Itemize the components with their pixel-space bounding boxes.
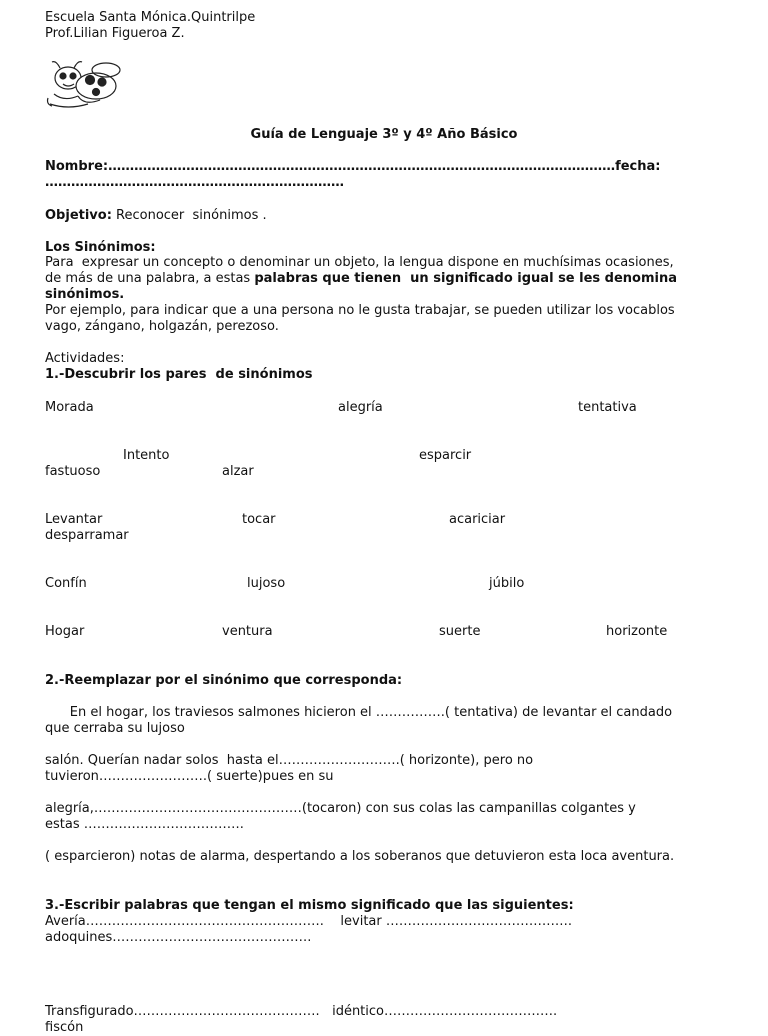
intro-line-5: vago, zángano, holgazán, perezoso. (45, 319, 279, 334)
word-item: desparramar (45, 528, 129, 543)
objective-text: Reconocer sinónimos . (111, 208, 267, 223)
name-line-continuation: …………………………………………………………… (45, 175, 344, 190)
objective-label: Objetivo: (45, 208, 112, 223)
word-item: lujoso (247, 576, 286, 591)
word-item: suerte (439, 624, 481, 639)
activity-2-line: ( esparcieron) notas de alarma, despertando a los soberanos que detuvieron esta loca aventura. (45, 849, 675, 864)
activities-label: Actividades: (45, 351, 125, 366)
word-item: alzar (222, 464, 254, 479)
synonyms-heading: Los Sinónimos: (45, 240, 156, 255)
activity-2-line: que cerraba su lujoso (45, 721, 185, 736)
teacher-name: Prof.Lilian Figueroa Z. (45, 26, 185, 41)
objective-line (45, 208, 267, 224)
word-item: acariciar (449, 512, 506, 527)
activity-2-line: salón. Querían nadar solos hasta el……………………….( horizonte), pero no (45, 753, 534, 768)
intro-line-3: sinónimos. (45, 287, 125, 302)
activity-3-line: fiscón (45, 1020, 84, 1035)
activity-2-line: tuvieron…………………….( suerte)pues en su (45, 769, 334, 784)
activity-2-line: estas ………………………………. (45, 817, 244, 832)
intro-line-2-bold: palabras que tienen un significado igual se les denomina (254, 271, 678, 286)
intro-line-2-text: de más de una palabra, a estas (45, 271, 255, 286)
activity-2-title: 2.-Reemplazar por el sinónimo que corresponda: (45, 673, 403, 688)
word-item: alegría (338, 400, 383, 415)
bee-illustration (44, 58, 126, 112)
word-item: fastuoso (45, 464, 101, 479)
word-item: Intento (123, 448, 170, 463)
word-item: Confín (45, 576, 87, 591)
word-item: Hogar (45, 624, 85, 639)
activity-3-line: adoquines………………………………………. (45, 930, 312, 945)
word-item: Morada (45, 400, 94, 415)
word-item: tocar (242, 512, 276, 527)
intro-line-2 (45, 271, 677, 287)
activity-1-title: 1.-Descubrir los pares de sinónimos (45, 367, 313, 382)
word-item: esparcir (419, 448, 472, 463)
activity-3-line: Avería………………………………………………. levitar ……………………………………. (45, 914, 572, 929)
school-name: Escuela Santa Mónica.Quintrilpe (45, 10, 256, 25)
word-item: júbilo (489, 576, 525, 591)
intro-line-1: Para expresar un concepto o denominar un objeto, la lengua dispone en muchísimas ocasiones, (45, 255, 674, 270)
word-item: Levantar (45, 512, 103, 527)
activity-2-line: alegría,…………………………………………(tocaron) con sus colas las campanillas colgantes y (45, 801, 636, 816)
intro-line-4: Por ejemplo, para indicar que a una persona no le gusta trabajar, se pueden utilizar los vocablos (45, 303, 675, 318)
activity-3-title: 3.-Escribir palabras que tengan el mismo significado que las siguientes: (45, 898, 574, 913)
activity-3-line: Transfigurado……………………………………. idéntico…………………………………. (45, 1004, 558, 1019)
word-item: tentativa (578, 400, 637, 415)
page-title: Guía de Lenguaje 3º y 4º Año Básico (250, 127, 518, 142)
activity-2-line: En el hogar, los traviesos salmones hicieron el …………….( tentativa) de levantar el candado (45, 705, 673, 720)
word-item: horizonte (606, 624, 668, 639)
name-date-line: Nombre:………………………………………………………………………………………………………fecha: (45, 159, 661, 174)
word-item: ventura (222, 624, 273, 639)
